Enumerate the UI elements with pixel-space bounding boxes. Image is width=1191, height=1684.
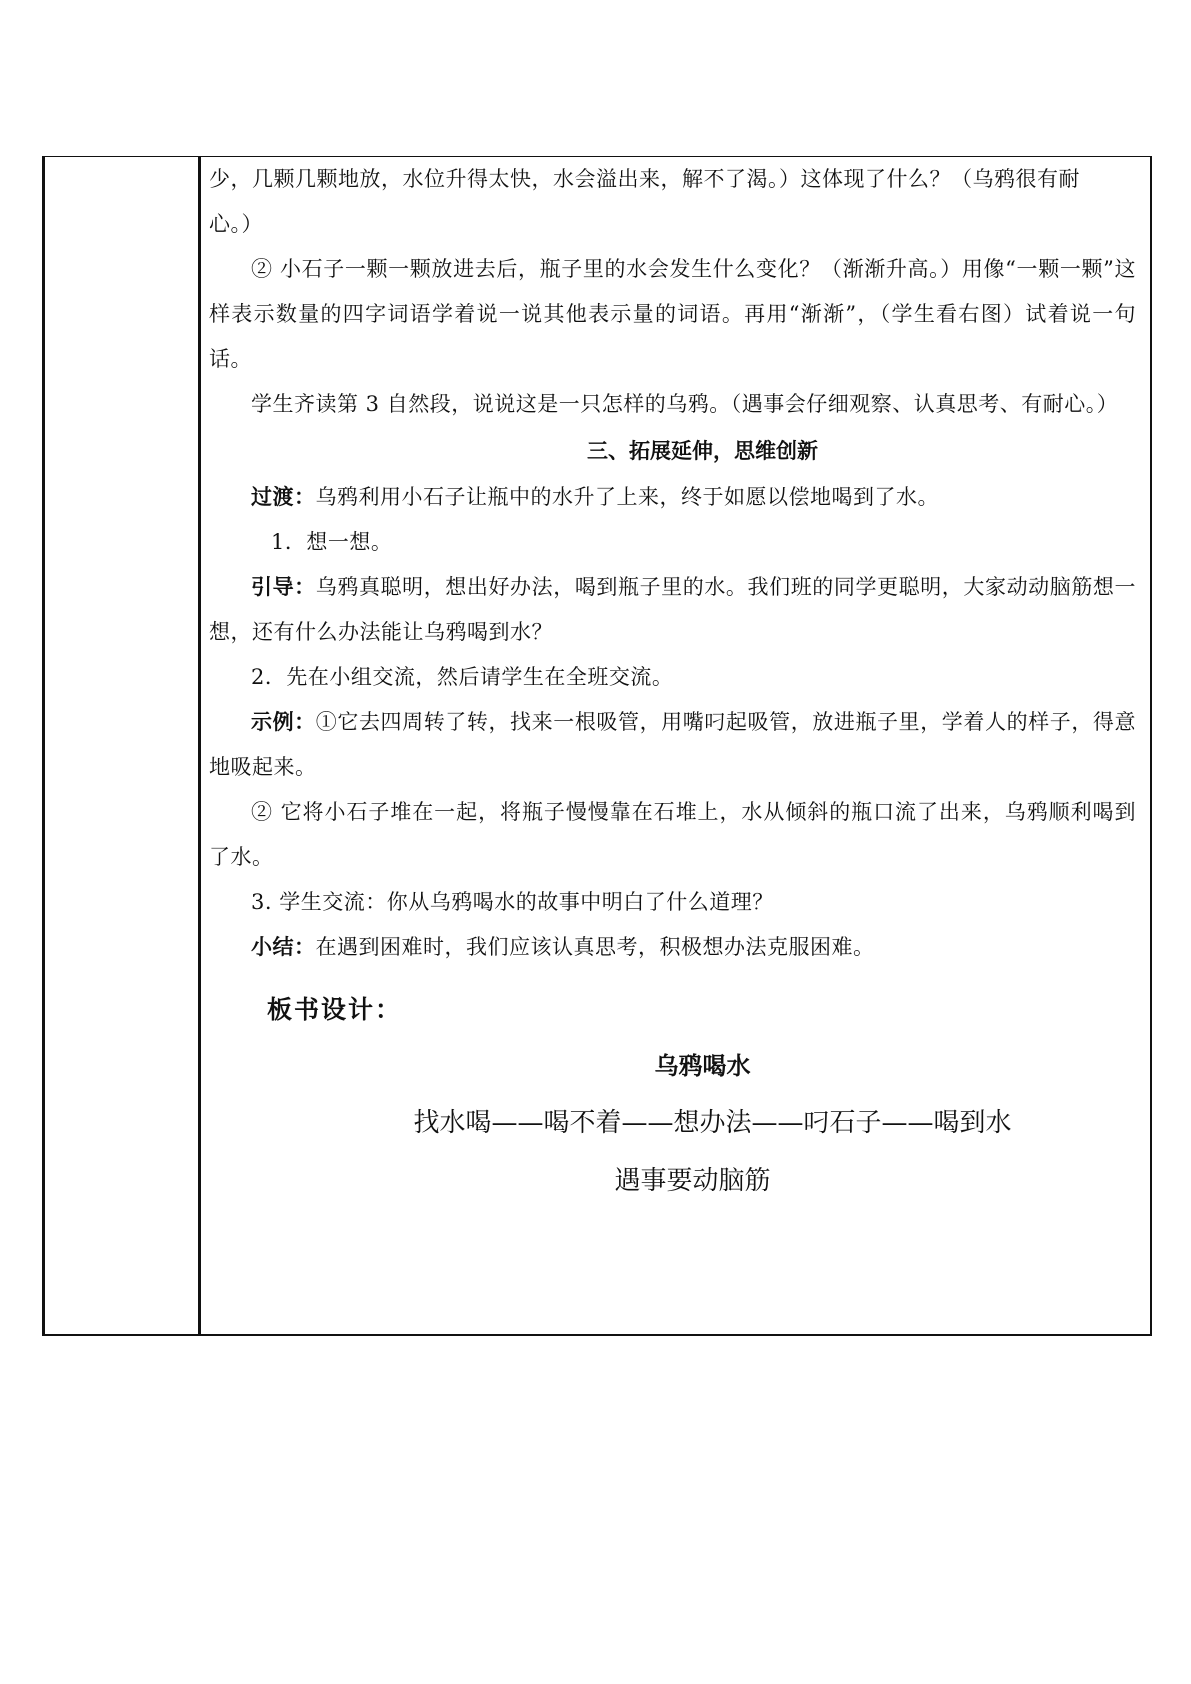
summary-label: 小结： — [251, 935, 316, 959]
paragraph-3: 学生齐读第 3 自然段，说说这是一只怎样的乌鸦。（遇事会仔细观察、认真思考、有耐心。） — [251, 392, 1119, 416]
step-1: 1．想一想。 — [271, 530, 393, 554]
board-title: 乌鸦喝水 — [654, 1052, 751, 1080]
step-3: 3. 学生交流：你从乌鸦喝水的故事中明白了什么道理？ — [251, 890, 774, 914]
guide-text: 乌鸦真聪明，想出好办法，喝到瓶子里的水。我们班的同学更聪明，大家动动脑筋想一想，还有什么办法能让乌鸦喝到水？ — [209, 575, 1136, 644]
table-left-column — [45, 157, 201, 1334]
step-2: 2．先在小组交流，然后请学生在全班交流。 — [251, 665, 674, 689]
example-2-paragraph: ② 它将小石子堆在一起，将瓶子慢慢靠在石堆上，水从倾斜的瓶口流了出来，乌鸦顺利喝到了水。 — [209, 800, 1136, 869]
transition-label: 过渡： — [251, 485, 316, 509]
paragraph-1-line-2: 心。） — [209, 212, 263, 236]
lesson-plan-table — [42, 156, 1152, 1336]
paragraph-2: ② 小石子一颗一颗放进去后，瓶子里的水会发生什么变化？（渐渐升高。）用像“一颗一颗”这样表示数量的四字词语学着说一说其他表示量的词语。再用“渐渐”，（学生看右图）试着说一句话。 — [209, 257, 1136, 371]
guide-paragraph — [209, 565, 1136, 655]
example-paragraph — [209, 700, 1136, 790]
transition-paragraph — [209, 475, 1136, 520]
summary-paragraph — [209, 925, 1136, 970]
board-line-2: 遇事要动脑筋 — [614, 1166, 771, 1196]
board-design-label: 板书设计： — [267, 995, 403, 1024]
example-text: ①它去四周转了转，找来一根吸管，用嘴叼起吸管，放进瓶子里，学着人的样子，得意地吸起来。 — [209, 710, 1136, 779]
transition-text: 乌鸦利用小石子让瓶中的水升了上来，终于如愿以偿地喝到了水。 — [315, 485, 939, 509]
paragraph-1-line-1: 少，几颗几颗地放，水位升得太快，水会溢出来，解不了渴。）这体现了什么？（乌鸦很有耐 — [209, 167, 1080, 191]
example-label: 示例： — [251, 710, 316, 734]
summary-text: 在遇到困难时，我们应该认真思考，积极想办法克服困难。 — [315, 935, 875, 959]
table-content-cell — [209, 157, 1136, 1334]
guide-label: 引导： — [251, 575, 316, 599]
board-line-1: 找水喝——喝不着——想办法——叼石子——喝到水 — [413, 1108, 1012, 1138]
section-heading: 三、拓展延伸，思维创新 — [587, 439, 818, 463]
